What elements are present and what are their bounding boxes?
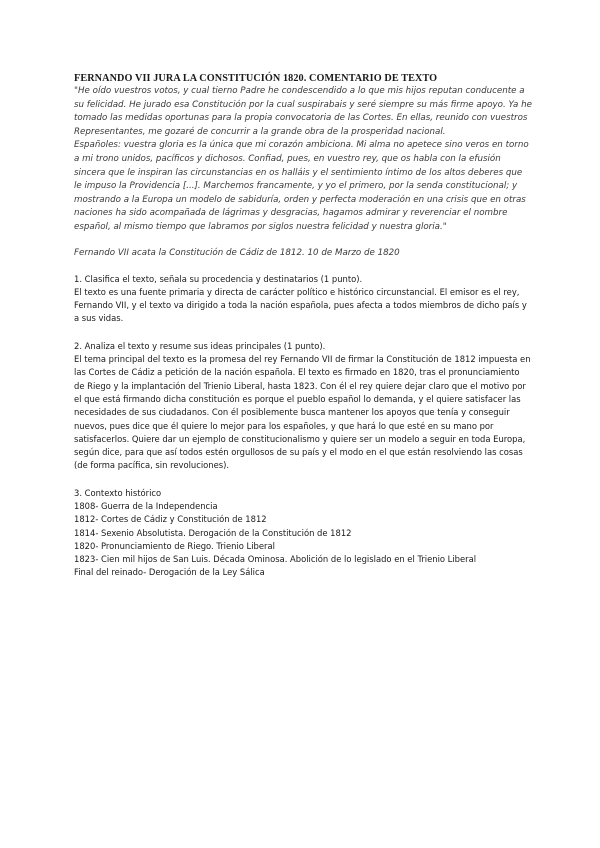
timeline-item: 1814- Sexenio Absolutista. Derogación de la Constitución de 1812 [74, 527, 352, 538]
timeline-item: 1823- Cien mil hijos de San Luis. Década Ominosa. Abolición de lo legislado en el Trienio Liberal [74, 554, 477, 565]
document-title: FERNANDO VII JURA LA CONSTITUCIÓN 1820. COMENTARIO DE TEXTO [74, 73, 438, 84]
quote-paragraph: Españoles: vuestra gloria es la única que mi corazón ambiciona. Mi alma no apetece sino veros en torno a mi trono unidos, pacíficos y dichosos. Confiad, pues, en vuestro rey, que os habla con la efusión sincera que le inspiran las circunstancias en os halláis y el sentimiento íntimo de los altos deberes que le impuso la Providencia [...]. Marchemos francamente, y yo el primero, por la senda constitucional; y mostrando a la Europa un modelo de sabiduría, orden y perfecta moderación en una crisis que en otras naciones ha sido acompañada de lágrimas y desgracias, hagamos admirar y reverenciar el nombre español, al mismo tiempo que labramos por siglos nuestra felicidad y nuestra gloria." [74, 140, 529, 232]
source-quote [74, 85, 532, 235]
question-2-answer: El tema principal del texto es la promesa del rey Fernando VII de firmar la Constitución de 1812 impuesta en las Cortes de Cádiz a petición de la nación española. El texto es firmado en 1820, tras el pronunciamiento de Riego y la implantación del Trienio Liberal, hasta 1823. Con él el rey quiere dejar claro que el motivo por el que está firmando dicha constitución es porque el pueblo español lo demanda, y el quiere satisfacer las necesidades de sus ciudadanos. Con él posiblemente busca mantener los apoyos que tenía y conseguir nuevos, pues dice que él quiere lo mejor para los españoles, y que hará lo que esté en su mano por satisfacerlos. Quiere dar un ejemplo de constitucionalismo y quiere ser un modelo a seguir en toda Europa, según dice, para que así todos estén orgullosos de su país y el modo en el que están resolviendo las cosas (de forma pacífica, sin revoluciones). [74, 354, 531, 471]
question-3-heading: 3. Contexto histórico [74, 487, 162, 498]
document-page [74, 73, 532, 580]
question-3 [74, 487, 532, 580]
question-2-heading: 2. Analiza el texto y resume sus ideas principales (1 punto). [74, 340, 326, 351]
question-1-heading: 1. Clasifica el texto, señala su procedencia y destinatarios (1 punto). [74, 273, 363, 284]
timeline-item: 1812- Cortes de Cádiz y Constitución de 1812 [74, 514, 267, 525]
question-2 [74, 340, 532, 473]
source-citation: Fernando VII acata la Constitución de Cádiz de 1812. 10 de Marzo de 1820 [74, 247, 400, 258]
question-1 [74, 273, 532, 326]
question-1-answer: El texto es una fuente primaria y directa de carácter político e histórico circunstancial. El emisor es el rey, Fernando VII, y el texto va dirigido a toda la nación española, pues afecta a todos miembros de dicho país y a sus vidas. [74, 286, 527, 324]
quote-paragraph: "He oído vuestros votos, y cual tierno Padre he condescendido a lo que mis hijos reputan conducente a su felicidad. He jurado esa Constitución por la cual suspirabais y seré siempre su más firme apoyo. Ya he tomado las medidas oportunas para la propia convocatoria de las Cortes. En ellas, reunido con vuestros Representantes, me gozaré de concurrir a la grande obra de la prosperidad nacional. [74, 86, 532, 137]
historical-timeline [74, 500, 532, 580]
timeline-item: Final del reinado- Derogación de la Ley Sálica [74, 567, 265, 578]
timeline-item: 1808- Guerra de la Independencia [74, 500, 218, 511]
timeline-item: 1820- Pronunciamiento de Riego. Trienio Liberal [74, 540, 275, 551]
